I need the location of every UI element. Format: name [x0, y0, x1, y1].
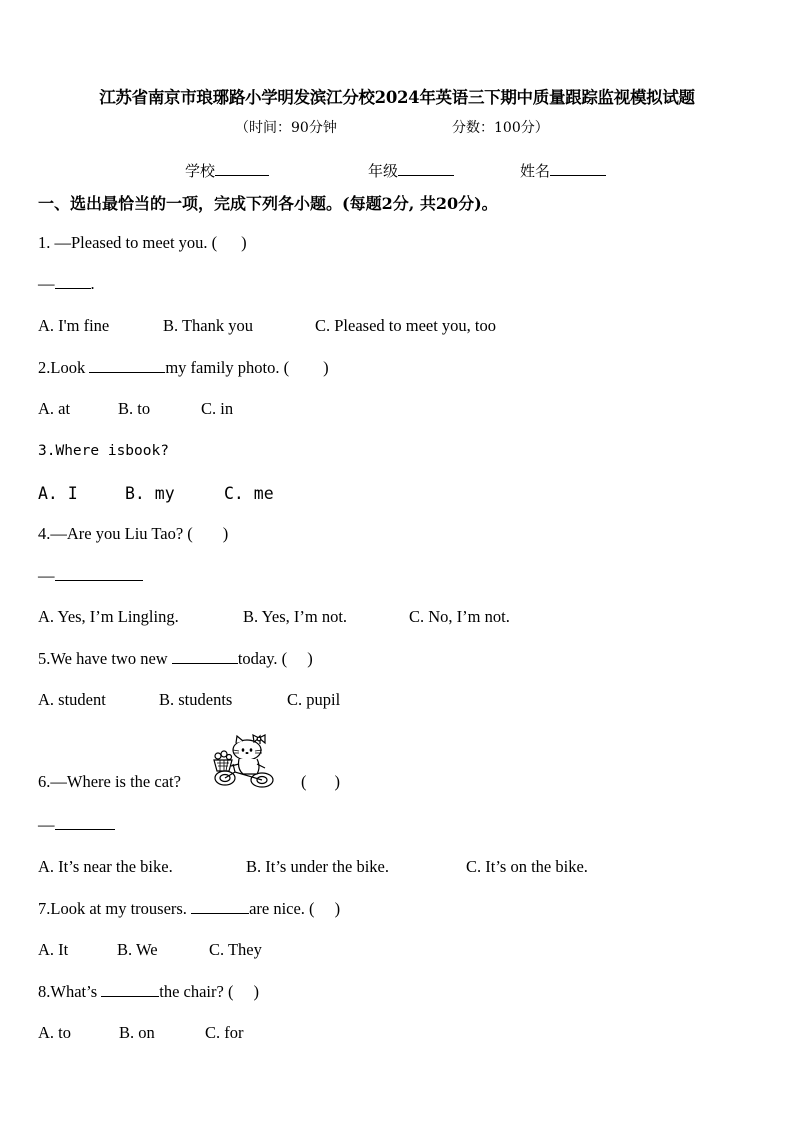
question-3-option-b[interactable]: B. my — [125, 484, 175, 503]
question-2-stem-start: 2.Look — [38, 358, 86, 377]
name-field — [520, 160, 606, 181]
grade-blank[interactable] — [398, 161, 454, 176]
exam-score: 分数：100分） — [452, 120, 549, 136]
question-7-option-c[interactable]: C. They — [209, 940, 262, 959]
question-2-option-c[interactable]: C. in — [201, 399, 234, 418]
question-4-stem: 4.—Are you Liu Tao? ( — [38, 524, 193, 543]
dash: — — [38, 566, 55, 585]
question-1-stem: 1. —Pleased to meet you. ( — [38, 233, 218, 252]
question-2-option-b[interactable]: B. to — [118, 399, 151, 418]
question-6-paren-open: ( — [301, 772, 307, 791]
question-4-answer — [38, 566, 143, 586]
question-7-option-a[interactable]: A. It — [38, 940, 69, 959]
question-5-paren-close: ) — [307, 649, 313, 668]
question-8-paren-close: ) — [253, 982, 259, 1001]
cat-body — [239, 759, 260, 774]
question-5 — [38, 649, 313, 669]
question-8 — [38, 982, 259, 1002]
question-2 — [38, 358, 329, 378]
answer-blank[interactable] — [191, 899, 249, 914]
question-7-stem-start: 7.Look at my trousers. — [38, 899, 187, 918]
question-4-paren-close: ) — [222, 524, 229, 543]
name-blank[interactable] — [550, 161, 606, 176]
question-3-option-a[interactable]: A. I — [38, 484, 78, 503]
question-8-option-a[interactable]: A. to — [38, 1023, 71, 1042]
bike-basket — [214, 760, 232, 771]
question-4-option-a[interactable]: A. Yes, I’m Lingling. — [38, 607, 179, 626]
answer-blank[interactable] — [172, 649, 238, 664]
question-5-stem-start: 5.We have two new — [38, 649, 168, 668]
question-7 — [38, 899, 340, 919]
exam-time: （时间：90分钟 — [235, 120, 337, 136]
cat-head — [233, 740, 261, 760]
question-5-option-a[interactable]: A. student — [38, 690, 106, 709]
answer-blank[interactable] — [55, 566, 143, 581]
question-1-paren-close: ) — [241, 233, 247, 252]
answer-blank[interactable] — [101, 982, 159, 997]
question-2-option-a[interactable]: A. at — [38, 399, 71, 418]
question-8-stem-end: the chair? ( — [159, 982, 234, 1001]
question-2-stem-end: my family photo. ( — [165, 358, 290, 377]
question-6-option-b[interactable]: B. It’s under the bike. — [246, 857, 389, 876]
grade-field — [368, 160, 454, 181]
question-3: 3.Where isbook? — [38, 443, 169, 459]
cat-on-bike-illustration — [205, 734, 283, 790]
question-1-option-c[interactable]: C. Pleased to meet you, too — [315, 316, 497, 335]
answer-blank[interactable] — [89, 358, 165, 373]
answer-blank[interactable] — [55, 815, 115, 830]
question-7-option-b[interactable]: B. We — [117, 940, 158, 959]
question-5-option-c[interactable]: C. pupil — [287, 690, 341, 709]
name-label: 姓名 — [520, 162, 551, 180]
question-6-paren — [301, 772, 340, 792]
question-7-paren-close: ) — [334, 899, 341, 918]
grade-label: 年级 — [368, 162, 399, 180]
question-4-option-c[interactable]: C. No, I’m not. — [409, 607, 510, 626]
question-1 — [38, 233, 247, 253]
question-1-option-b[interactable]: B. Thank you — [163, 316, 253, 335]
question-6-option-a[interactable]: A. It’s near the bike. — [38, 857, 173, 876]
question-1-option-a[interactable]: A. I'm fine — [38, 316, 110, 335]
question-5-stem-end: today. ( — [237, 649, 288, 668]
dash: — — [38, 274, 55, 293]
question-3-option-c[interactable]: C. me — [224, 484, 274, 503]
exam-title: 江苏省南京市琅琊路小学明发滨江分校2024年英语三下期中质量跟踪监视模拟试题 — [99, 88, 695, 107]
question-4 — [38, 524, 228, 544]
dash: — — [38, 815, 55, 834]
section-heading: 一、选出最恰当的一项，完成下列各小题。(每题2分, 共20分)。 — [38, 194, 498, 213]
school-blank[interactable] — [215, 161, 269, 176]
question-2-paren-close: ) — [323, 358, 329, 377]
question-8-option-b[interactable]: B. on — [119, 1023, 155, 1042]
question-7-stem-end: are nice. ( — [249, 899, 315, 918]
question-6: 6.—Where is the cat? — [38, 772, 181, 791]
school-label: 学校 — [185, 162, 216, 180]
question-6-answer — [38, 815, 115, 835]
question-5-option-b[interactable]: B. students — [159, 690, 233, 709]
period: . — [90, 274, 95, 293]
question-4-option-b[interactable]: B. Yes, I’m not. — [243, 607, 348, 626]
school-field — [185, 160, 269, 181]
question-8-stem-start: 8.What’s — [38, 982, 98, 1001]
answer-blank[interactable] — [55, 274, 91, 289]
question-6-option-c[interactable]: C. It’s on the bike. — [466, 857, 588, 876]
question-8-option-c[interactable]: C. for — [205, 1023, 244, 1042]
question-1-answer — [38, 274, 95, 294]
question-6-paren-close: ) — [334, 772, 340, 791]
